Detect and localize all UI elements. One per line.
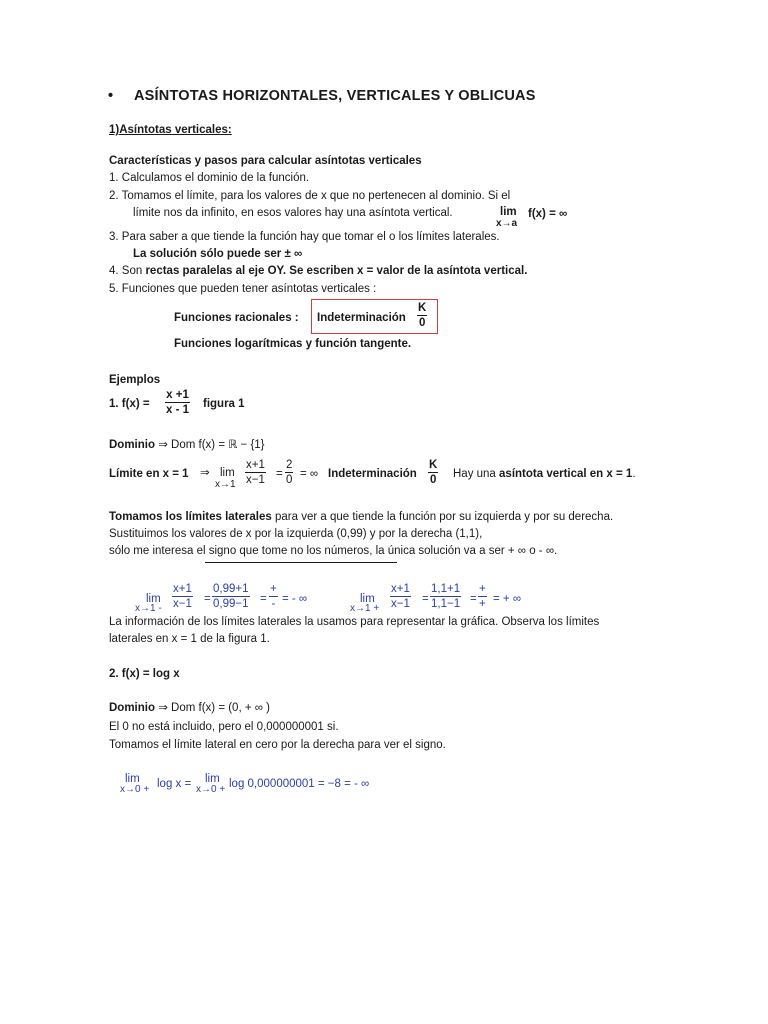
- indeterminacy-k: K: [417, 302, 427, 316]
- left-result: = - ∞: [282, 593, 308, 605]
- right-result: = + ∞: [493, 593, 522, 605]
- left-lim-symbol: lim: [146, 593, 161, 605]
- right-value-denominator: 1,1−1: [431, 598, 461, 611]
- step-3b: La solución sólo puede ser ± ∞: [133, 248, 303, 260]
- indeterminacy-fraction: [417, 302, 427, 329]
- substitution-sentence: Sustituimos los valores de x por la izquierda (0,99) y por la derecha (1,1),: [109, 528, 483, 540]
- step-2-lim-sub: x→a: [496, 218, 518, 229]
- left-equals-2: =: [260, 593, 267, 605]
- step-5: 5. Funciones que pueden tener asíntotas verticales :: [109, 283, 377, 295]
- interest-sentence: [109, 545, 557, 558]
- right-value-fraction: [430, 583, 461, 610]
- lateral-limits-rest: para ver a que tiende la función por su izquierda y por su derecha.: [271, 511, 614, 523]
- step-4: [109, 265, 527, 278]
- interest-suffix: , la única solución va a ser + ∞ o - ∞.: [369, 545, 558, 557]
- figure-ref: figura 1: [203, 398, 245, 410]
- example-2-domain-expression: Dom f(x) = (0, + ∞ ): [171, 702, 270, 714]
- right-sign-numerator: +: [478, 583, 487, 597]
- log-lim-2-subscript: x→0 +: [196, 784, 226, 795]
- right-function-numerator: x+1: [390, 583, 411, 597]
- log-lim-2: lim: [205, 773, 220, 785]
- left-function-numerator: x+1: [172, 583, 193, 597]
- right-equals-1: =: [422, 593, 429, 605]
- vertical-asymptote-statement: [453, 468, 636, 481]
- left-sign-fraction: [269, 583, 278, 610]
- step-1: 1. Calculamos el dominio de la función.: [109, 172, 310, 184]
- left-equals-1: =: [204, 593, 211, 605]
- example-1-k: K: [428, 459, 438, 473]
- example-1-domain: [109, 439, 265, 452]
- step-2a: 2. Tomamos el límite, para los valores de x que no pertenecen al dominio. Si el: [109, 190, 511, 202]
- example-2-implies-arrow: ⇒: [158, 702, 168, 714]
- example-1-zero: 0: [429, 474, 437, 487]
- info-line-2: laterales en x = 1 de la figura 1.: [109, 633, 270, 645]
- asymptote-bold: asíntota vertical en x = 1: [499, 468, 633, 480]
- value-numerator: 2: [285, 459, 293, 473]
- example-2-note-1: El 0 no está incluido, pero el 0,000000001 si.: [109, 721, 339, 733]
- examples-heading: Ejemplos: [109, 374, 161, 386]
- indeterminacy-label: Indeterminación: [317, 312, 406, 324]
- asymptote-suffix: .: [632, 468, 636, 480]
- example-2-label: 2. f(x) = log x: [109, 668, 180, 680]
- interest-prefix: sólo me interesa: [109, 545, 197, 557]
- right-function-fraction: [390, 583, 411, 610]
- lateral-limits-bold: Tomamos los límites laterales: [109, 511, 272, 523]
- right-function-denominator: x−1: [391, 598, 410, 611]
- left-value-numerator: 0,99+1: [212, 583, 250, 597]
- example-2-note-2: Tomamos el límite lateral en cero por la derecha para ver el signo.: [109, 739, 446, 751]
- equals-sign: =: [276, 468, 283, 480]
- asymptote-prefix: Hay una: [453, 468, 500, 480]
- example-1-k-fraction: [428, 459, 438, 486]
- rational-label: Funciones racionales :: [174, 312, 299, 324]
- example-1-numerator: x +1: [165, 389, 190, 403]
- right-sign-fraction: [478, 583, 487, 610]
- left-sign-denominator: -: [271, 598, 276, 611]
- interest-underline: [205, 562, 397, 563]
- example-2-domain: [109, 702, 270, 715]
- right-lim-symbol: lim: [360, 593, 375, 605]
- function-numerator: x+1: [245, 459, 266, 473]
- value-fraction: [285, 459, 293, 486]
- domain-label: Dominio: [109, 439, 155, 451]
- example-1-label: 1. f(x) =: [109, 398, 150, 410]
- log-tan-functions: Funciones logarítmicas y función tangente.: [174, 338, 412, 350]
- lim-subscript: x→1: [215, 479, 236, 490]
- title-bullet: •: [108, 88, 114, 104]
- left-sign-numerator: +: [269, 583, 278, 597]
- info-line-1: La información de los límites laterales la usamos para representar la gráfica. Observa los límites: [109, 616, 600, 628]
- right-sign-denominator: +: [479, 598, 486, 611]
- step-2b: límite nos da infinito, en esos valores hay una asíntota vertical.: [133, 207, 453, 219]
- step-4-prefix: 4. Son: [109, 265, 146, 277]
- lateral-limits-sentence: [109, 511, 613, 524]
- limit-label: Límite en x = 1: [109, 468, 189, 480]
- step-2-lim: lim: [500, 206, 517, 218]
- limit-result: = ∞: [300, 468, 319, 480]
- left-value-fraction: [212, 583, 250, 610]
- right-lim-subscript: x→1 +: [350, 603, 380, 614]
- function-denominator: x−1: [246, 474, 265, 487]
- step-4-bold: rectas paralelas al eje OY. Se escriben x = valor de la asíntota vertical.: [145, 265, 528, 277]
- log-lim-1-subscript: x→0 +: [120, 784, 150, 795]
- characteristics-heading: Características y pasos para calcular asíntotas verticales: [109, 155, 422, 167]
- document-title: ASÍNTOTAS HORIZONTALES, VERTICALES Y OBLICUAS: [134, 88, 536, 104]
- example-1-fraction: [165, 389, 190, 416]
- section-heading: 1)Asíntotas verticales:: [109, 124, 232, 136]
- limit-implies-arrow: ⇒: [200, 467, 210, 479]
- domain-expression: Dom f(x) = ℝ − {1}: [171, 439, 265, 451]
- left-function-denominator: x−1: [173, 598, 192, 611]
- right-equals-2: =: [470, 593, 477, 605]
- indeterminacy-zero: 0: [418, 317, 426, 330]
- log-expression-2: log 0,000000001 = −8 = - ∞: [229, 778, 370, 790]
- example-2-domain-label: Dominio: [109, 702, 155, 714]
- function-fraction: [245, 459, 266, 486]
- step-3a: 3. Para saber a que tiende la función hay que tomar el o los límites laterales.: [109, 231, 500, 243]
- left-value-denominator: 0,99−1: [213, 598, 249, 611]
- lim-symbol: lim: [220, 467, 235, 479]
- left-function-fraction: [172, 583, 193, 610]
- left-lim-subscript: x→1 -: [135, 603, 162, 614]
- implies-arrow: ⇒: [158, 439, 168, 451]
- step-2-lim-expr: f(x) = ∞: [528, 208, 568, 220]
- example-1-indeterminacy: Indeterminación: [328, 468, 417, 480]
- interest-underlined: el signo que tome no los números: [196, 545, 370, 557]
- right-value-numerator: 1,1+1: [430, 583, 461, 597]
- log-expression-1: log x =: [157, 778, 192, 790]
- value-denominator: 0: [286, 474, 293, 487]
- example-1-denominator: x - 1: [166, 404, 190, 417]
- log-lim-1: lim: [125, 773, 140, 785]
